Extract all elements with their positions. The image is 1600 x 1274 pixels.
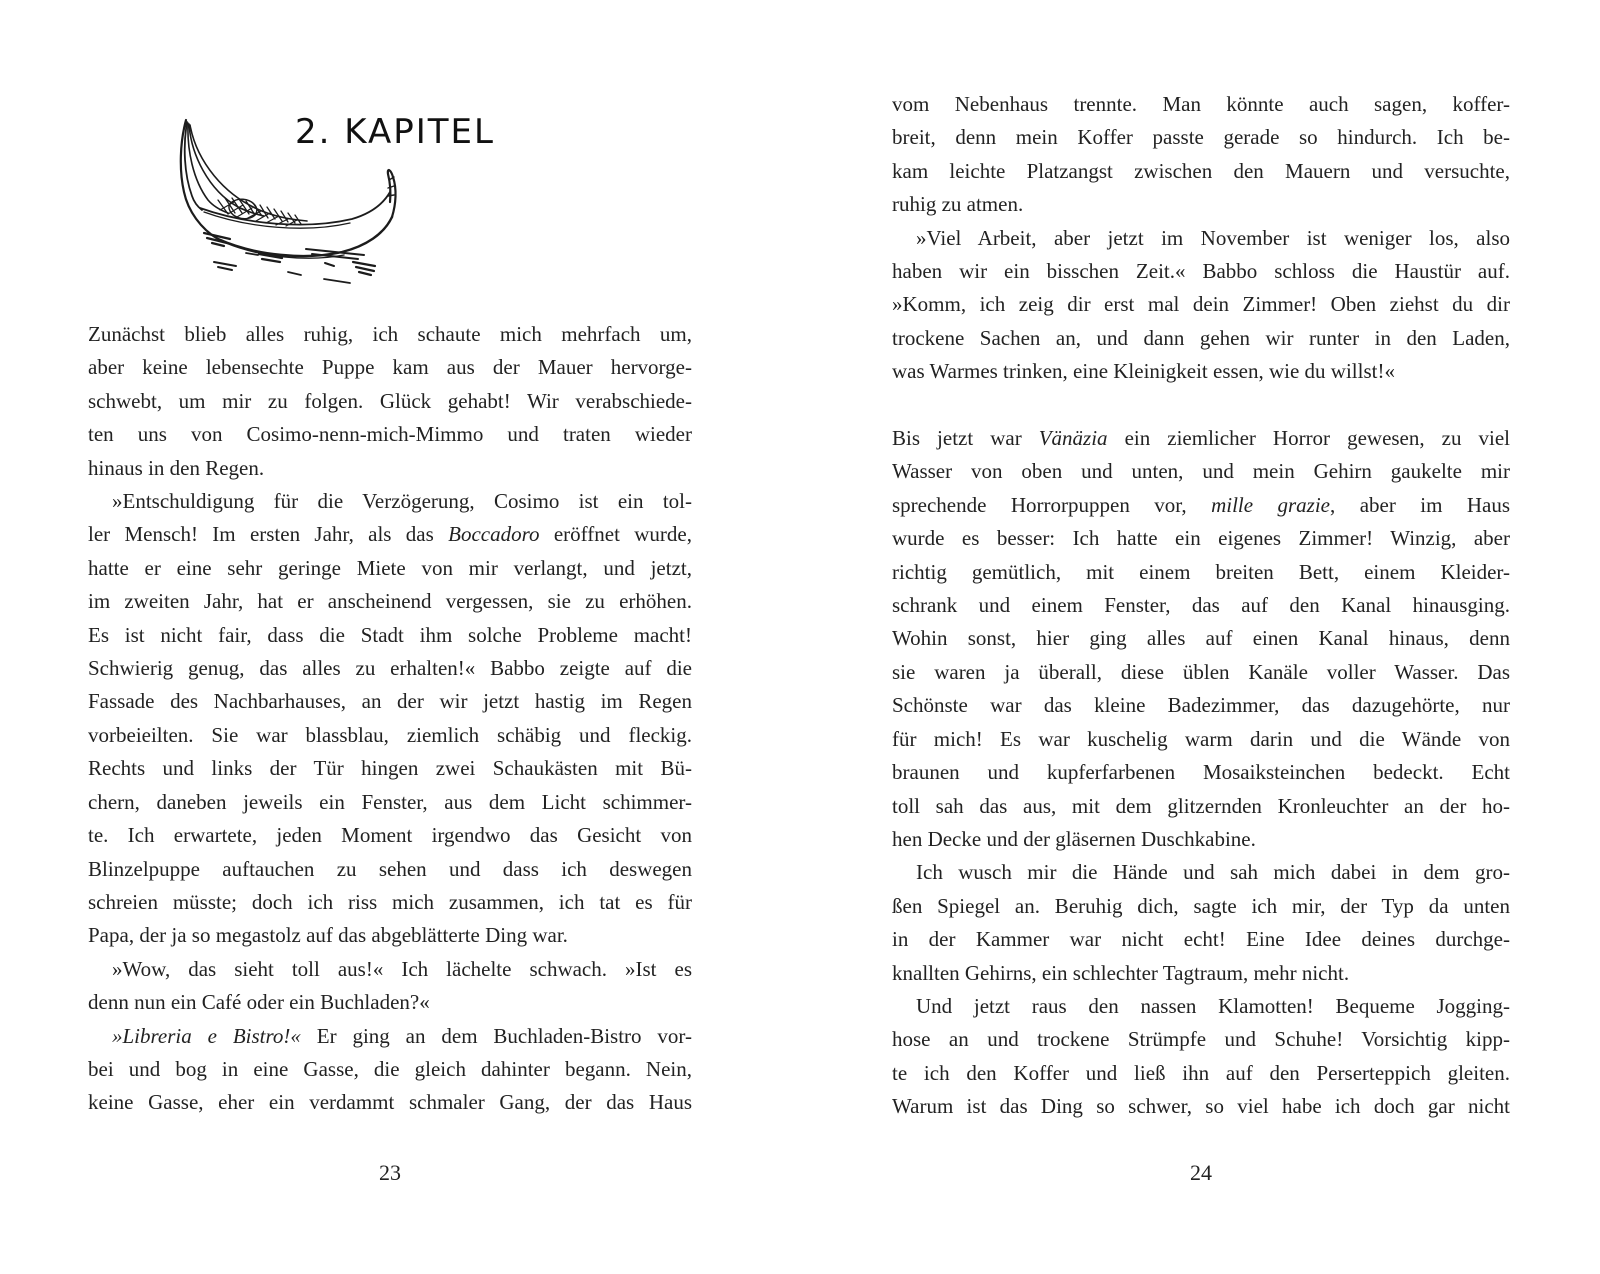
text-line: ßen Spiegel an. Beruhig dich, sagte ich mir, der Typ da unten <box>892 893 1510 918</box>
text-line: kam leichte Platzangst zwischen den Mauern und versuchte, <box>892 158 1510 183</box>
page-number-left: 23 <box>379 1160 401 1185</box>
text-line: Blinzelpuppe auftauchen zu sehen und dass ich deswegen <box>88 856 692 881</box>
text-line: schrank und einem Fenster, das auf den Kanal hinausging. <box>892 593 1510 618</box>
text-line: Schönste war das kleine Badezimmer, das dazugehörte, nur <box>892 693 1510 718</box>
text-line: Rechts und links der Tür hingen zwei Schaukästen mit Bü- <box>88 756 692 781</box>
paragraph <box>892 422 1510 856</box>
text-line: vorbeieilten. Sie war blassblau, ziemlich schäbig und fleckig. <box>88 722 692 747</box>
paragraph <box>88 1020 692 1120</box>
paragraph <box>88 953 692 1020</box>
text-line: Schwierig genug, das alles zu erhalten!« Babbo zeigte auf die <box>88 656 692 681</box>
text-line: knallten Gehirns, ein schlechter Tagtraum, mehr nicht. <box>892 960 1350 985</box>
text-line: Bis jetzt war Vänäzia ein ziemlicher Horror gewesen, zu viel <box>892 426 1510 451</box>
text-line: für mich! Es war kuschelig warm darin und die Wände von <box>892 726 1510 751</box>
paragraph <box>892 88 1510 222</box>
text-line: chern, daneben jeweils ein Fenster, aus dem Licht schimmer- <box>88 789 692 814</box>
text-line: hatte er eine sehr geringe Miete von mir verlangt, und jetzt, <box>88 555 692 580</box>
page-number-right: 24 <box>1190 1160 1212 1185</box>
text-line: Ich wusch mir die Hände und sah mich dabei in dem gro- <box>916 860 1510 885</box>
text-line: »Entschuldigung für die Verzögerung, Cosimo ist ein tol- <box>112 489 692 514</box>
left-text-column <box>88 318 692 1120</box>
paragraph <box>892 990 1510 1124</box>
text-line: schreien müsste; doch ich riss mich zusammen, ich tat es für <box>88 889 692 914</box>
chapter-title: 2. KAPITEL <box>295 112 495 152</box>
text-line: Warum ist das Ding so schwer, so viel habe ich doch gar nicht <box>892 1094 1510 1119</box>
paragraph <box>892 856 1510 990</box>
text-line: Fassade des Nachbarhauses, an der wir jetzt hastig im Regen <box>88 689 692 714</box>
paragraph <box>88 485 692 953</box>
text-line: sie waren ja überall, diese üblen Kanäle voller Wasser. Das <box>892 659 1510 684</box>
text-line: was Warmes trinken, eine Kleinigkeit essen, wie du willst!« <box>892 359 1395 384</box>
text-line: »Komm, ich zeig dir erst mal dein Zimmer! Oben ziehst du dir <box>892 292 1510 317</box>
text-line: bei und bog in eine Gasse, die gleich dahinter begann. Nein, <box>88 1056 692 1081</box>
text-line: wurde es besser: Ich hatte ein eigenes Zimmer! Winzig, aber <box>892 526 1510 551</box>
text-line: trockene Sachen an, und dann gehen wir runter in den Laden, <box>892 325 1510 350</box>
text-line: richtig gemütlich, mit einem breiten Bett, einem Kleider- <box>892 559 1510 584</box>
text-line: »Wow, das sieht toll aus!« Ich lächelte schwach. »Ist es <box>112 956 692 981</box>
text-line: aber keine lebensechte Puppe kam aus der Mauer hervorge- <box>88 355 692 380</box>
text-line: hose an und trockene Strümpfe und Schuhe! Vorsichtig kipp- <box>892 1027 1510 1052</box>
text-line: keine Gasse, eher ein verdammt schmaler Gang, der das Haus <box>88 1090 692 1115</box>
text-line: te ich den Koffer und ließ ihn auf den Perserteppich gleiten. <box>892 1060 1510 1085</box>
text-line: toll sah das aus, mit dem glitzernden Kronleuchter an der ho- <box>892 793 1510 818</box>
right-text-column <box>892 88 1510 1124</box>
text-line: Es ist nicht fair, dass die Stadt ihm solche Probleme macht! <box>88 622 692 647</box>
text-line: »Viel Arbeit, aber jetzt im November ist weniger los, also <box>916 225 1510 250</box>
text-line: te. Ich erwartete, jeden Moment irgendwo das Gesicht von <box>88 823 692 848</box>
text-line: Zunächst blieb alles ruhig, ich schaute mich mehrfach um, <box>88 322 692 346</box>
text-line: ruhig zu atmen. <box>892 192 1024 217</box>
text-line: hen Decke und der gläsernen Duschkabine. <box>892 826 1256 851</box>
text-line: in der Kammer war nicht echt! Eine Idee deines durchge- <box>892 927 1510 952</box>
text-line: breit, denn mein Koffer passte gerade so hindurch. Ich be- <box>892 125 1510 150</box>
paragraph <box>88 318 692 485</box>
text-line: schwebt, um mir zu folgen. Glück gehabt! Wir verabschiede- <box>88 388 692 413</box>
text-line: Wohin sonst, hier ging alles auf einen Kanal hinaus, denn <box>892 626 1510 651</box>
text-line: Papa, der ja so megastolz auf das abgeblätterte Ding war. <box>88 923 568 948</box>
text-line: haben wir ein bisschen Zeit.« Babbo schloss die Haustür auf. <box>892 259 1510 284</box>
text-line: vom Nebenhaus trennte. Man könnte auch sagen, koffer- <box>892 92 1510 116</box>
text-line: im zweiten Jahr, hat er anscheinend vergessen, sie zu erhöhen. <box>88 589 692 614</box>
paragraph <box>892 222 1510 389</box>
text-line: braunen und kupferfarbenen Mosaiksteinchen bedeckt. Echt <box>892 760 1510 785</box>
text-line: »Libreria e Bistro!« Er ging an dem Buchladen-Bistro vor- <box>112 1023 692 1048</box>
text-line: sprechende Horrorpuppen vor, mille grazie, aber im Haus <box>892 492 1510 517</box>
text-line: Und jetzt raus den nassen Klamotten! Bequeme Jogging- <box>916 993 1510 1018</box>
text-line: hinaus in den Regen. <box>88 455 265 480</box>
text-line: ler Mensch! Im ersten Jahr, als das Boccadoro eröffnet wurde, <box>88 522 692 547</box>
text-line: denn nun ein Café oder ein Buchladen?« <box>88 990 430 1015</box>
text-line: Wasser von oben und unten, und mein Gehirn gaukelte mir <box>892 459 1510 484</box>
text-line: ten uns von Cosimo-nenn-mich-Mimmo und traten wieder <box>88 422 692 447</box>
